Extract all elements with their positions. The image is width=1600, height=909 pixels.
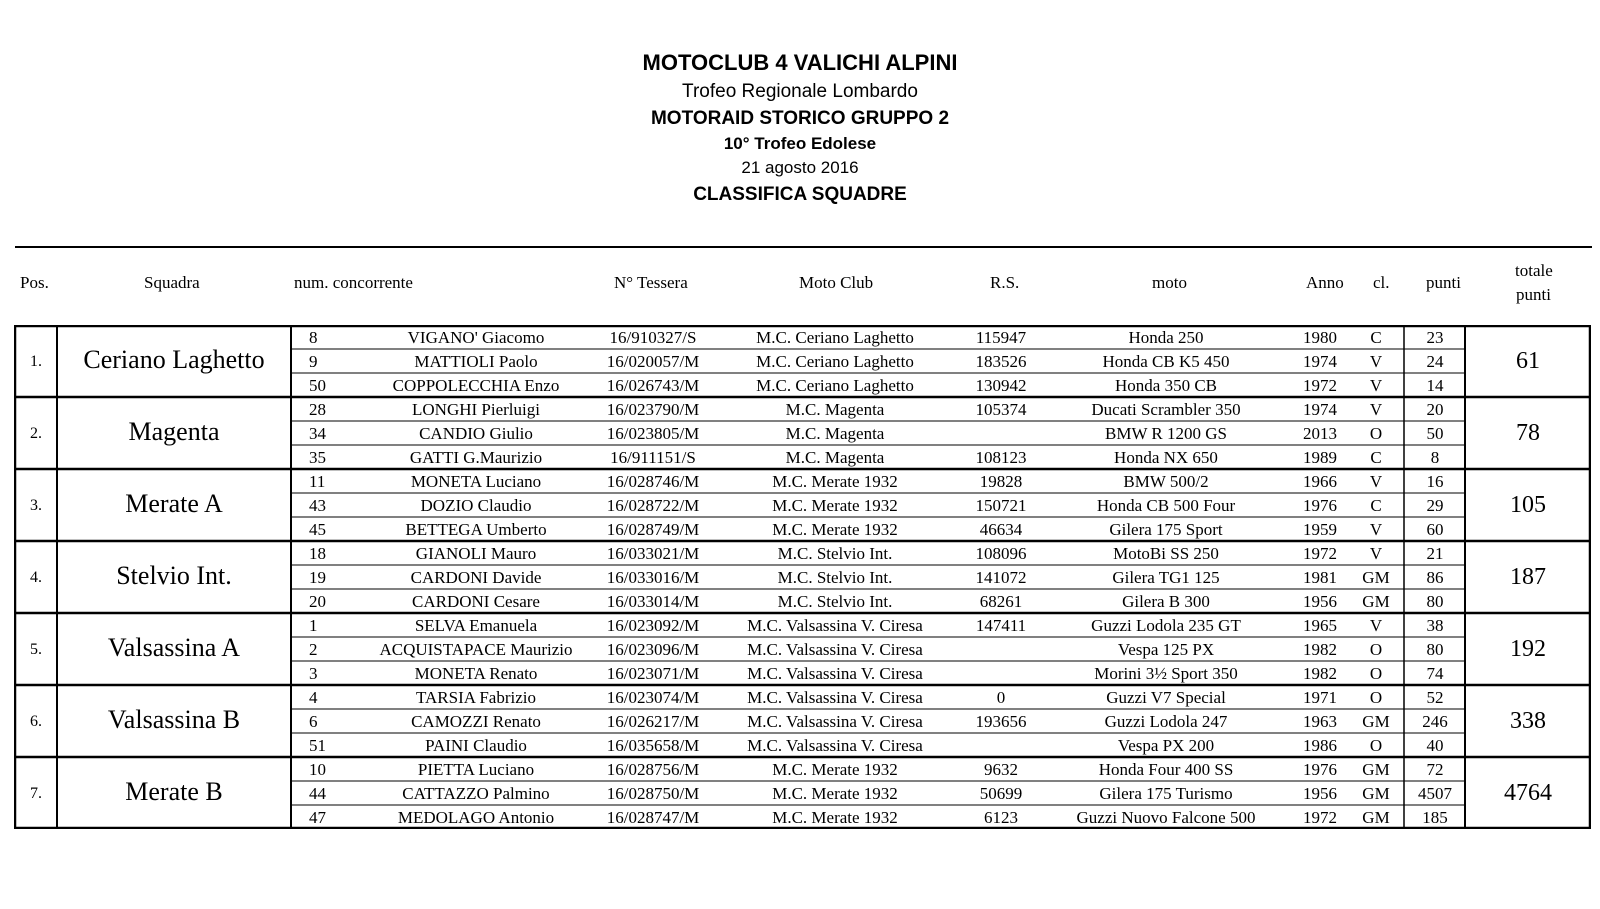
member-num: 3: [309, 664, 318, 683]
team-position: 5.: [30, 641, 42, 658]
member-cl: V: [1369, 352, 1383, 371]
member-rs: 141072: [975, 568, 1027, 587]
member-name: CATTAZZO Palmino: [402, 784, 550, 803]
member-club: M.C. Merate 1932: [772, 760, 898, 779]
member-num: 19: [309, 568, 326, 587]
member-punti: 52: [1426, 688, 1444, 707]
member-name: TARSIA Fabrizio: [416, 688, 536, 707]
member-moto: Honda NX 650: [1114, 448, 1218, 467]
member-rs: 147411: [975, 616, 1027, 635]
member-punti: 50: [1426, 424, 1444, 443]
member-rs: 19828: [979, 472, 1023, 491]
team-name: Merate A: [125, 489, 223, 518]
member-cl: GM: [1362, 760, 1390, 779]
member-anno: 1974: [1303, 352, 1337, 371]
member-num: 20: [309, 592, 326, 611]
member-name: GIANOLI Mauro: [415, 544, 537, 563]
team-total-points: 338: [1510, 708, 1546, 734]
member-punti: 16: [1426, 472, 1444, 491]
event-date: 21 agosto 2016: [741, 158, 859, 177]
member-club: M.C. Ceriano Laghetto: [756, 328, 914, 347]
member-name: PAINI Claudio: [425, 736, 527, 755]
column-header-club: Moto Club: [799, 273, 874, 292]
member-rs: 68261: [979, 592, 1023, 611]
member-anno: 1982: [1303, 640, 1337, 659]
member-num: 51: [309, 736, 326, 755]
member-punti: 8: [1430, 448, 1440, 467]
member-moto: Gilera B 300: [1122, 592, 1210, 611]
member-rs: 193656: [975, 712, 1027, 731]
member-club: M.C. Valsassina V. Ciresa: [747, 736, 923, 755]
member-tessera: 16/028746/M: [606, 472, 700, 491]
member-cl: C: [1370, 328, 1382, 347]
team-total-points: 4764: [1504, 780, 1552, 806]
member-punti: 80: [1426, 640, 1444, 659]
member-punti: 23: [1426, 328, 1444, 347]
member-cl: GM: [1362, 712, 1390, 731]
member-tessera: 16/910327/S: [609, 328, 697, 347]
member-moto: Honda CB K5 450: [1102, 352, 1230, 371]
member-punti: 185: [1422, 808, 1448, 827]
member-name: DOZIO Claudio: [420, 496, 532, 515]
member-punti: 86: [1426, 568, 1444, 587]
member-num: 50: [309, 376, 326, 395]
member-tessera: 16/023092/M: [606, 616, 700, 635]
member-cl: O: [1369, 640, 1383, 659]
member-club: M.C. Valsassina V. Ciresa: [747, 616, 923, 635]
member-cl: GM: [1362, 568, 1390, 587]
member-moto: Guzzi Lodola 235 GT: [1091, 616, 1241, 635]
member-punti: 40: [1426, 736, 1444, 755]
member-punti: 246: [1422, 712, 1448, 731]
member-cl: C: [1370, 496, 1382, 515]
team-name: Stelvio Int.: [116, 561, 232, 590]
member-anno: 1959: [1303, 520, 1337, 539]
member-anno: 1976: [1303, 760, 1337, 779]
member-rs: 105374: [975, 400, 1027, 419]
member-num: 43: [309, 496, 326, 515]
member-club: M.C. Valsassina V. Ciresa: [747, 640, 923, 659]
member-tessera: 16/028749/M: [606, 520, 700, 539]
member-cl: V: [1369, 376, 1383, 395]
team-name: Merate B: [125, 777, 223, 806]
member-anno: 1963: [1303, 712, 1337, 731]
member-moto: Honda 350 CB: [1115, 376, 1217, 395]
column-header-totale: totale: [1515, 261, 1553, 280]
member-moto: MotoBi SS 250: [1113, 544, 1219, 563]
member-cl: GM: [1362, 808, 1390, 827]
member-anno: 1989: [1303, 448, 1337, 467]
member-moto: Gilera 175 Turismo: [1099, 784, 1233, 803]
member-punti: 74: [1426, 664, 1444, 683]
member-cl: V: [1369, 472, 1383, 491]
column-header-totale-punti: punti: [1516, 285, 1551, 304]
member-moto: Honda 250: [1128, 328, 1204, 347]
member-rs: 50699: [979, 784, 1023, 803]
member-name: LONGHI Pierluigi: [412, 400, 540, 419]
team-total-points: 192: [1510, 636, 1546, 662]
member-anno: 1965: [1303, 616, 1337, 635]
member-moto: BMW R 1200 GS: [1104, 424, 1228, 443]
member-name: PIETTA Luciano: [417, 760, 535, 779]
member-club: M.C. Stelvio Int.: [777, 544, 893, 563]
member-tessera: 16/033021/M: [606, 544, 700, 563]
member-cl: V: [1369, 616, 1383, 635]
member-moto: Honda Four 400 SS: [1098, 760, 1234, 779]
member-club: M.C. Valsassina V. Ciresa: [747, 688, 923, 707]
member-anno: 1981: [1303, 568, 1337, 587]
member-club: M.C. Merate 1932: [772, 808, 898, 827]
team-name: Magenta: [128, 417, 220, 446]
column-header-rs: R.S.: [990, 273, 1020, 292]
member-num: 1: [309, 616, 318, 635]
member-club: M.C. Merate 1932: [772, 472, 898, 491]
column-header-tessera: N° Tessera: [614, 273, 688, 292]
team-position: 7.: [30, 785, 42, 802]
member-club: M.C. Stelvio Int.: [777, 568, 893, 587]
member-tessera: 16/028722/M: [606, 496, 700, 515]
member-punti: 60: [1426, 520, 1444, 539]
member-tessera: 16/026743/M: [606, 376, 700, 395]
member-name: VIGANO' Giacomo: [407, 328, 545, 347]
member-tessera: 16/028750/M: [606, 784, 700, 803]
member-moto: Guzzi Lodola 247: [1104, 712, 1228, 731]
member-club: M.C. Valsassina V. Ciresa: [747, 712, 923, 731]
member-tessera: 16/023790/M: [606, 400, 700, 419]
member-club: M.C. Ceriano Laghetto: [756, 376, 914, 395]
member-tessera: 16/023805/M: [606, 424, 700, 443]
member-punti: 21: [1426, 544, 1444, 563]
member-num: 4: [309, 688, 318, 707]
column-header-num: num. concorrente: [294, 273, 413, 292]
member-anno: 1972: [1303, 376, 1337, 395]
member-club: M.C. Magenta: [785, 400, 885, 419]
member-club: M.C. Magenta: [785, 424, 885, 443]
member-anno: 1982: [1303, 664, 1337, 683]
member-name: BETTEGA Umberto: [405, 520, 547, 539]
team-name: Valsassina A: [107, 633, 241, 662]
member-name: GATTI G.Maurizio: [409, 448, 543, 467]
member-tessera: 16/023071/M: [606, 664, 700, 683]
member-rs: 9632: [984, 760, 1018, 779]
member-cl: O: [1369, 424, 1383, 443]
member-tessera: 16/028756/M: [606, 760, 700, 779]
team-position: 4.: [30, 569, 42, 586]
member-rs: 6123: [984, 808, 1018, 827]
member-rs: 108123: [975, 448, 1027, 467]
member-name: MATTIOLI Paolo: [414, 352, 538, 371]
member-rs: 130942: [975, 376, 1027, 395]
team-ranking-table: [14, 325, 1591, 833]
member-cl: O: [1369, 688, 1383, 707]
member-club: M.C. Magenta: [785, 448, 885, 467]
member-tessera: 16/023096/M: [606, 640, 700, 659]
member-cl: GM: [1362, 592, 1390, 611]
member-name: MEDOLAGO Antonio: [397, 808, 555, 827]
member-moto: Guzzi Nuovo Falcone 500: [1076, 808, 1256, 827]
member-tessera: 16/026217/M: [606, 712, 700, 731]
member-rs: 115947: [975, 328, 1027, 347]
team-position: 6.: [30, 713, 42, 730]
member-tessera: 16/023074/M: [606, 688, 700, 707]
column-header-anno: Anno: [1306, 273, 1344, 292]
member-anno: 1956: [1303, 592, 1337, 611]
member-tessera: 16/033016/M: [606, 568, 700, 587]
member-punti: 80: [1426, 592, 1444, 611]
column-header-punti: punti: [1426, 273, 1461, 292]
member-name: MONETA Luciano: [410, 472, 542, 491]
member-name: SELVA Emanuela: [414, 616, 538, 635]
member-moto: Gilera TG1 125: [1112, 568, 1220, 587]
member-name: ACQUISTAPACE Maurizio: [379, 640, 573, 659]
member-num: 35: [309, 448, 326, 467]
member-anno: 1971: [1303, 688, 1337, 707]
member-anno: 1976: [1303, 496, 1337, 515]
member-punti: 72: [1426, 760, 1444, 779]
member-club: M.C. Stelvio Int.: [777, 592, 893, 611]
member-cl: O: [1369, 664, 1383, 683]
member-rs: 150721: [975, 496, 1027, 515]
member-name: CANDIO Giulio: [419, 424, 533, 443]
member-name: CARDONI Cesare: [412, 592, 540, 611]
member-moto: Gilera 175 Sport: [1109, 520, 1223, 539]
member-anno: 1974: [1303, 400, 1337, 419]
member-num: 18: [309, 544, 326, 563]
member-moto: Ducati Scrambler 350: [1091, 400, 1241, 419]
member-punti: 20: [1426, 400, 1444, 419]
member-club: M.C. Merate 1932: [772, 496, 898, 515]
header-divider: [15, 246, 1592, 248]
member-num: 6: [309, 712, 318, 731]
team-total-points: 61: [1516, 348, 1540, 374]
member-num: 44: [309, 784, 326, 803]
member-tessera: 16/911151/S: [610, 448, 696, 467]
member-moto: Morini 3½ Sport 350: [1094, 664, 1238, 683]
member-rs: 0: [996, 688, 1006, 707]
member-rs: 46634: [979, 520, 1023, 539]
column-header-pos: Pos.: [20, 273, 49, 292]
ranking-title: CLASSIFICA SQUADRE: [693, 184, 907, 205]
member-club: M.C. Merate 1932: [772, 784, 898, 803]
member-num: 9: [309, 352, 318, 371]
team-name: Valsassina B: [107, 705, 241, 734]
member-num: 2: [309, 640, 318, 659]
member-tessera: 16/028747/M: [606, 808, 700, 827]
member-cl: V: [1369, 400, 1383, 419]
member-anno: 1966: [1303, 472, 1337, 491]
member-punti: 14: [1426, 376, 1444, 395]
event-title: MOTORAID STORICO GRUPPO 2: [650, 108, 950, 129]
member-anno: 1986: [1303, 736, 1337, 755]
member-cl: C: [1370, 448, 1382, 467]
member-name: CARDONI Davide: [410, 568, 542, 587]
member-num: 28: [309, 400, 326, 419]
member-club: M.C. Ceriano Laghetto: [756, 352, 914, 371]
member-cl: GM: [1362, 784, 1390, 803]
member-num: 34: [309, 424, 326, 443]
member-tessera: 16/020057/M: [606, 352, 700, 371]
member-club: M.C. Valsassina V. Ciresa: [747, 664, 923, 683]
member-club: M.C. Merate 1932: [772, 520, 898, 539]
edition-label: 10° Trofeo Edolese: [723, 134, 877, 153]
member-cl: V: [1369, 544, 1383, 563]
member-num: 10: [309, 760, 326, 779]
member-num: 47: [309, 808, 326, 827]
column-header-cl: cl.: [1373, 273, 1390, 292]
member-cl: V: [1369, 520, 1383, 539]
member-rs: 183526: [975, 352, 1027, 371]
member-moto: BMW 500/2: [1123, 472, 1209, 491]
member-punti: 29: [1426, 496, 1444, 515]
column-header-squadra: Squadra: [144, 273, 200, 292]
team-total-points: 105: [1510, 492, 1546, 518]
member-num: 45: [309, 520, 326, 539]
team-total-points: 78: [1516, 420, 1540, 446]
member-anno: 1980: [1303, 328, 1337, 347]
member-tessera: 16/033014/M: [606, 592, 700, 611]
member-punti: 38: [1426, 616, 1444, 635]
member-punti: 24: [1426, 352, 1444, 371]
member-name: MONETA Renato: [414, 664, 538, 683]
team-name: Ceriano Laghetto: [83, 345, 265, 374]
member-moto: Vespa PX 200: [1117, 736, 1215, 755]
member-moto: Vespa 125 PX: [1117, 640, 1215, 659]
member-anno: 1972: [1303, 544, 1337, 563]
column-header-moto: moto: [1152, 273, 1187, 292]
member-num: 8: [309, 328, 318, 347]
member-name: CAMOZZI Renato: [411, 712, 541, 731]
member-anno: 1956: [1303, 784, 1337, 803]
team-position: 2.: [30, 425, 42, 442]
member-name: COPPOLECCHIA Enzo: [392, 376, 560, 395]
member-tessera: 16/035658/M: [606, 736, 700, 755]
trophy-subtitle: Trofeo Regionale Lombardo: [682, 81, 918, 102]
member-anno: 1972: [1303, 808, 1337, 827]
member-anno: 2013: [1303, 424, 1337, 443]
member-punti: 4507: [1418, 784, 1452, 803]
member-cl: O: [1369, 736, 1383, 755]
member-moto: Honda CB 500 Four: [1096, 496, 1236, 515]
org-title: MOTOCLUB 4 VALICHI ALPINI: [642, 50, 958, 75]
member-num: 11: [309, 472, 326, 491]
team-position: 1.: [30, 353, 42, 370]
team-position: 3.: [30, 497, 42, 514]
member-rs: 108096: [975, 544, 1027, 563]
team-total-points: 187: [1510, 564, 1546, 590]
member-moto: Guzzi V7 Special: [1106, 688, 1226, 707]
